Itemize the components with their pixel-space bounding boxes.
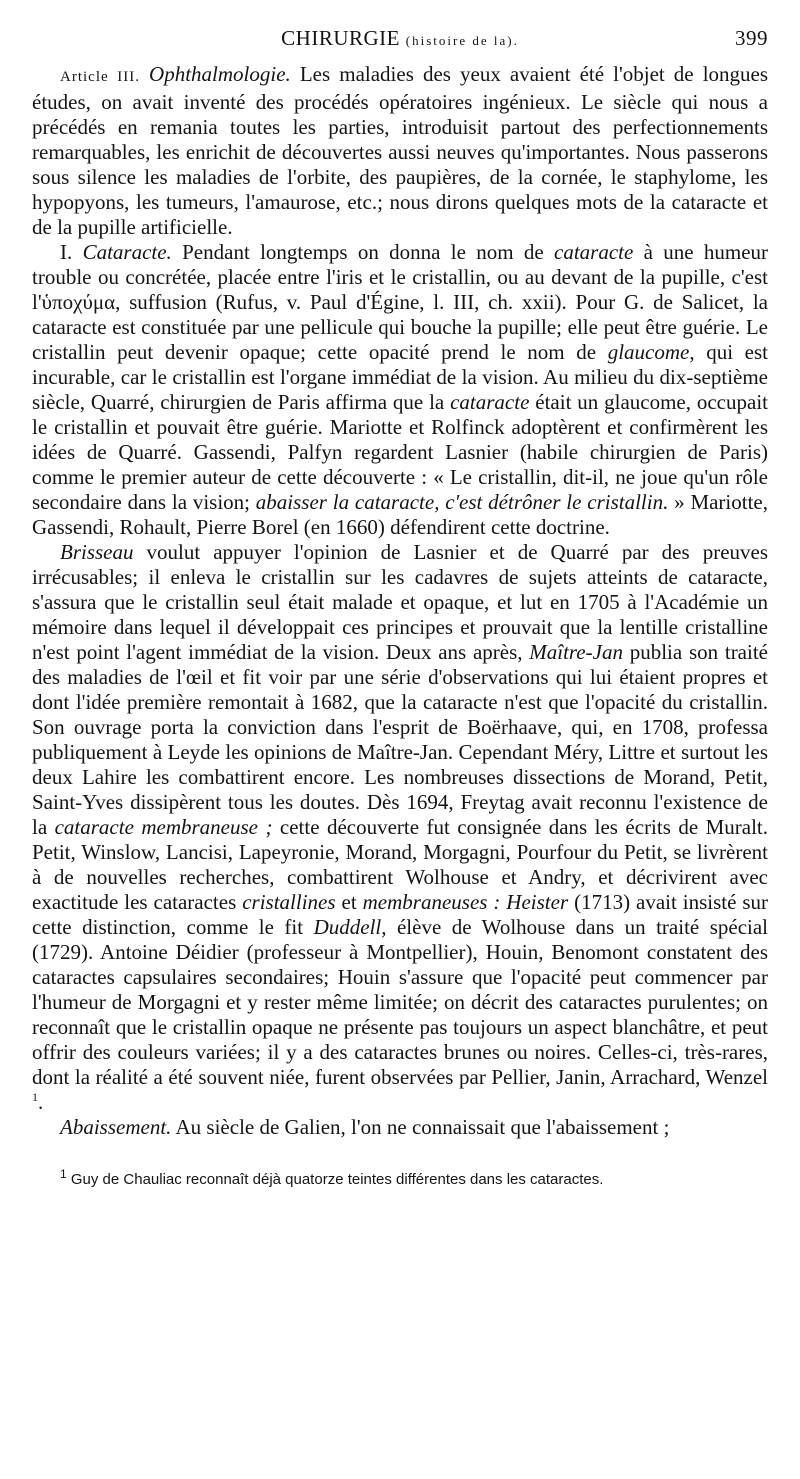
footnote — [32, 1167, 768, 1190]
text-segment: publia son traité des maladies de l'œil et fit voir par une série d'observations qui lui étaient propres et dont l'idée première remontait à 1682, que la cataracte n'est que l'opacité du cristallin. Son ouvrage porta la conviction dans l'esprit de Boërhaave, qui, en 1708, professa publiquement à Leyde les opinions de Maître-Jan. Cependant Méry, Littre et surtout les deux Lahire les combattirent encore. Les nombreuses dissections de Morand, Petit, Saint-Yves dissipèrent tous les doutes. Dès 1694, Freytag avait reconnu l'existence de la — [32, 640, 768, 839]
text-segment: à une humeur trouble ou concrétée, placée entre l'iris et le cristallin, ou au devant de la pupille, c'est l'ὑποχύμα, suffusion (Rufus, v. Paul d'Égine, l. III, ch. xxii). Pour G. de Salicet, la cataracte est constituée par une pellicule qui bouche la pupille; elle peut être guérie. Le cristallin peut devenir opaque; cette opacité prend le nom de — [32, 240, 769, 364]
italic-term: cataracte membraneuse ; — [54, 815, 273, 839]
lead-name: Brisseau — [60, 540, 134, 564]
italic-term: cristallines — [242, 890, 336, 914]
article-title: Ophthalmologie. — [149, 62, 291, 86]
section-title: Abaissement. — [60, 1115, 172, 1139]
text-segment: , qui est incurable, car le cristallin est l'organe immédiat de la vision. Au milieu du dix-septième siècle, Quarré, chirurgien de Paris affirma que la — [32, 340, 768, 414]
italic-term: cataracte — [450, 390, 530, 414]
text-segment: voulut appuyer l'opinion de Lasnier et de Quarré par des preuves irrécusables; il enleva le cristallin sur les cadavres de sujets atteints de cataracte, s'assura que le cristallin seul était malade et opaque, et lut en 1705 à l'Académie un mémoire dans lequel il développait ces principes et prouvait que la lentille cristalline n'est point l'agent immédiat de la vision. Deux ans après, — [32, 540, 769, 664]
paragraph-cataracte — [32, 240, 768, 540]
text-segment: et — [341, 890, 357, 914]
running-title — [32, 26, 768, 51]
footnote-text: Guy de Chauliac reconnaît déjà quatorze teintes différentes dans les cataractes. — [70, 1171, 604, 1188]
text-segment: , élève de Wolhouse dans un traité spécial (1729). Antoine Déidier (professeur à Montpellier), Houin, Benomont constatent des cataractes capsulaires secondaires; Houin s'assure que l'opacité peut commencer par l'humeur de Morgagni et y rester même limitée; on décrit des cataractes purulentes; on reconnaît que le cristallin opaque ne présente pas toujours un aspect blanchâtre, et peut offrir des couleurs variées; il y a des cataractes brunes ou noires. Celles-ci, très-rares, dont la réalité a été souvent niée, furent observées par Pellier, Janin, Arrachard, Wenzel — [32, 915, 769, 1089]
section-number: I. — [60, 240, 73, 264]
text-segment: Pendant longtemps on donna le nom de — [182, 240, 544, 264]
text-segment: cette découverte fut consignée dans les écrits de Muralt. Petit, Winslow, Lancisi, Lapeyronie, Morand, Morgagni, Pourfour du Petit, se livrèrent à de nouvelles recherches, combattirent Wolhouse et Andry, et décrivirent avec exactitude les cataractes — [32, 815, 769, 914]
paragraph-ophthalmologie — [32, 62, 768, 240]
body-text — [32, 62, 768, 1140]
page — [32, 26, 768, 1190]
italic-term: cataracte — [554, 240, 634, 264]
section-title: Cataracte. — [82, 240, 172, 264]
page-number: 399 — [735, 26, 768, 50]
italic-term: glaucome — [607, 340, 690, 364]
footnote-reference[interactable]: 1 — [32, 1090, 38, 1104]
article-label: Article III. — [60, 69, 140, 85]
paragraph-brisseau — [32, 540, 768, 1115]
paragraph-text: Les maladies des yeux avaient été l'objet de longues études, on avait inventé des procédés opératoires ingénieux. Le siècle qui nous a précédés en remania toutes les parties, introduisit partout des perfectionnements remarquables, les enrichit de découvertes aussi neuves qu'importantes. Nous passerons sous silence les maladies de l'orbite, des paupières, de la cornée, le staphylome, les hypopyons, les tumeurs, l'amaurose, etc.; nous dirons quelques mots de la cataracte et de la pupille artificielle. — [32, 62, 769, 239]
paragraph-abaissement — [32, 1115, 768, 1140]
running-title-main: CHIRURGIE — [281, 26, 401, 50]
text-segment: . — [38, 1090, 44, 1114]
running-header — [32, 26, 768, 60]
italic-quote: abaisser la cataracte, c'est détrôner le cristallin. — [255, 490, 669, 514]
italic-term: membraneuses : Heister — [362, 890, 569, 914]
footnote-marker: 1 — [60, 1167, 67, 1181]
text-segment: était un glaucome, occupait le cristallin et pouvait être guérie. Mariotte et Rolfinck adoptèrent et confirmèrent les idées de Quarré. Gassendi, Palfyn regardent Lasnier (habile chirurgien de Paris) comme le premier auteur de cette découverte : « Le cristallin, dit-il, ne joue qu'un rôle secondaire dans la vision; — [32, 390, 768, 514]
italic-term: Duddell — [313, 915, 382, 939]
italic-term: Maître-Jan — [529, 640, 623, 664]
running-title-subtitle: (histoire de la). — [405, 33, 519, 48]
text-segment: (1713) avait insisté sur cette distinction, comme le fit — [32, 890, 769, 939]
text-segment: » Mariotte, Gassendi, Rohault, Pierre Borel (en 1660) défendirent cette doctrine. — [32, 490, 768, 539]
paragraph-text: Au siècle de Galien, l'on ne connaissait que l'abaissement ; — [175, 1115, 670, 1139]
